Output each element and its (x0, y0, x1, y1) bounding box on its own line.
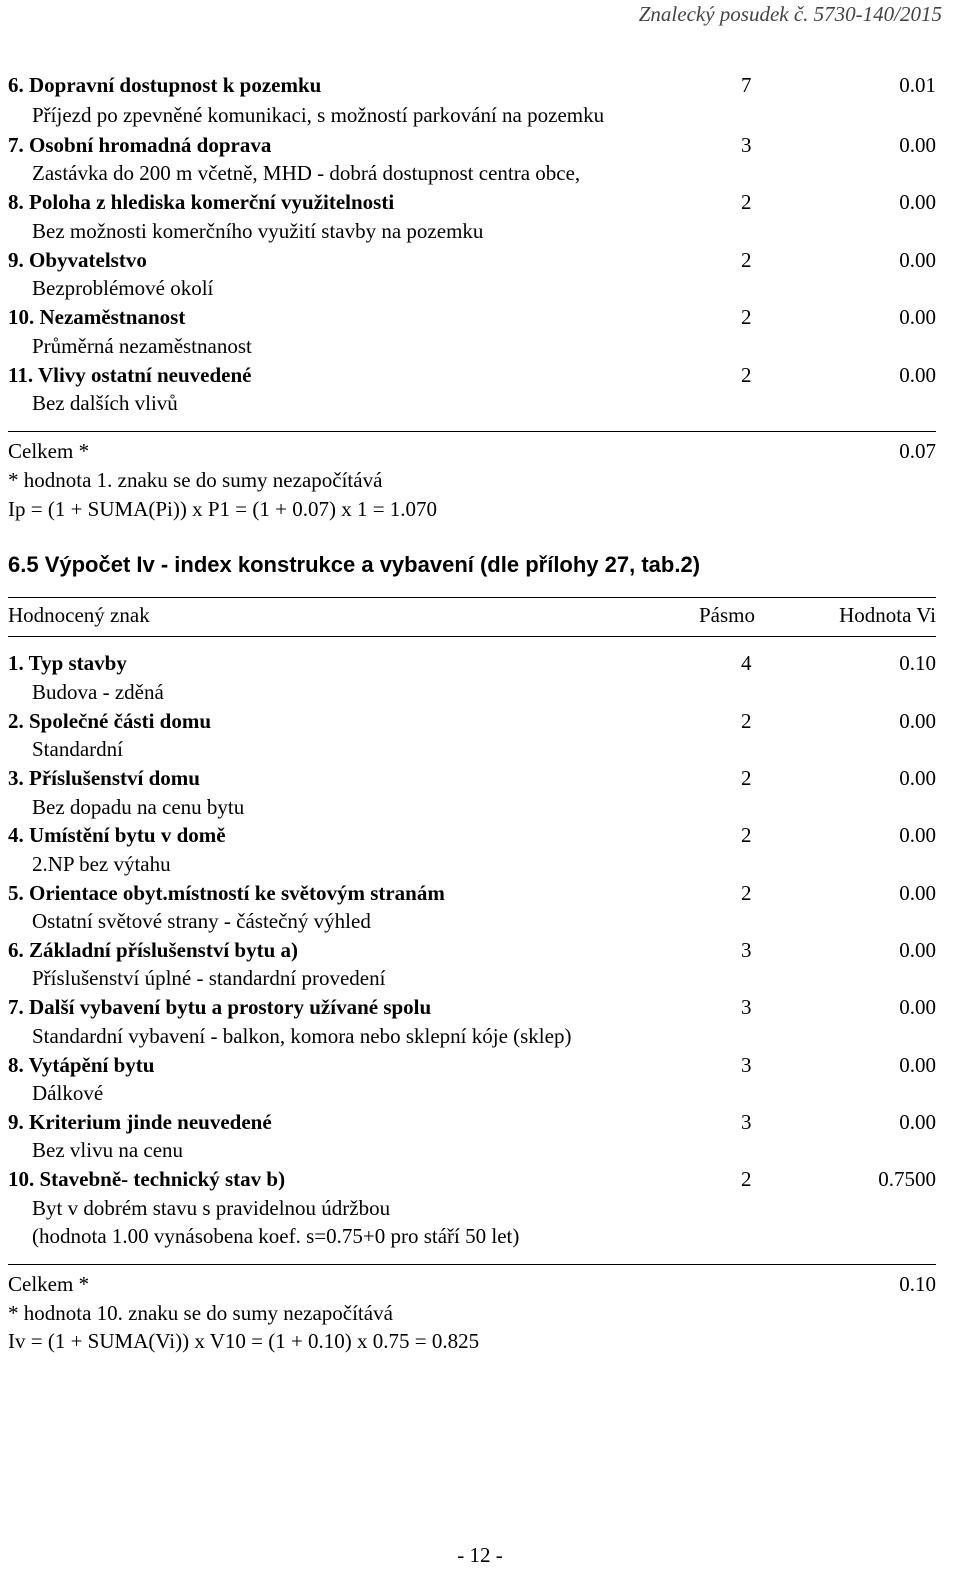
item-pasmo: 3 (741, 1053, 752, 1077)
item-title: 2. Společné části domu (8, 709, 212, 733)
item-pasmo: 3 (741, 133, 752, 157)
item-row (8, 70, 936, 100)
item-title: 5. Orientace obyt.místností ke světovým stranám (8, 881, 445, 905)
item-desc-row (8, 1078, 936, 1108)
item-desc-row (8, 100, 936, 130)
item-desc-row (8, 331, 936, 361)
item-desc: Příslušenství úplné - standardní provedení (32, 966, 386, 990)
item-desc: Bez možnosti komerčního využití stavby na pozemku (32, 219, 484, 243)
item-pasmo: 2 (741, 823, 752, 847)
item-title: 7. Další vybavení bytu a prostory užívané spolu (8, 995, 432, 1019)
item-row (8, 1164, 936, 1194)
total-label: Celkem * (8, 439, 90, 463)
item-value: 0.00 (899, 1053, 936, 1077)
table-header-bottom-rule (8, 636, 936, 637)
item-pasmo: 2 (741, 305, 752, 329)
item-value: 0.00 (899, 305, 936, 329)
item-desc: Průměrná nezaměstnanost (32, 334, 252, 358)
item-value: 0.00 (899, 881, 936, 905)
item-desc-row (8, 158, 936, 188)
item-desc: Bez dalších vlivů (32, 391, 178, 415)
item-title: 8. Vytápění bytu (8, 1053, 155, 1077)
total-row (8, 436, 936, 466)
total-value: 0.10 (899, 1272, 936, 1296)
item-desc-row (8, 1021, 936, 1051)
item-row (8, 1107, 936, 1137)
item-desc-row (8, 677, 936, 707)
item-value: 0.00 (899, 248, 936, 272)
item-desc-row (8, 273, 936, 303)
item-pasmo: 3 (741, 938, 752, 962)
formula-text: Iv = (1 + SUMA(Vi)) x V10 = (1 + 0.10) x 0.75 = 0.825 (8, 1329, 480, 1353)
item-desc: Bez vlivu na cenu (32, 1138, 184, 1162)
item-extra-desc: (hodnota 1.00 vynásobena koef. s=0.75+0 pro stáří 50 let) (32, 1224, 520, 1248)
item-value: 0.00 (899, 995, 936, 1019)
column-header-pasmo: Pásmo (699, 603, 756, 627)
formula-row (8, 1326, 936, 1356)
item-desc-row (8, 792, 936, 822)
item-desc: 2.NP bez výtahu (32, 852, 171, 876)
item-value: 0.01 (899, 73, 936, 97)
item-desc: Standardní (32, 737, 123, 761)
item-title: 10. Stavebně- technický stav b) (8, 1167, 286, 1191)
item-desc: Příjezd po zpevněné komunikaci, s možností parkování na pozemku (32, 103, 605, 127)
item-desc: Dálkové (32, 1081, 104, 1105)
item-title: 1. Typ stavby (8, 651, 127, 675)
item-desc-row (8, 216, 936, 246)
item-value: 0.7500 (878, 1167, 936, 1191)
item-pasmo: 3 (741, 1110, 752, 1134)
item-desc-row (8, 849, 936, 879)
item-pasmo: 2 (741, 766, 752, 790)
formula-row (8, 494, 936, 524)
item-pasmo: 7 (741, 73, 752, 97)
item-desc-row (8, 1135, 936, 1165)
item-desc-row (8, 388, 936, 418)
item-value: 0.00 (899, 709, 936, 733)
table-header-top-rule (8, 597, 936, 598)
item-desc: Ostatní světové strany - částečný výhled (32, 909, 371, 933)
item-desc-row (8, 1221, 936, 1251)
item-desc: Zastávka do 200 m včetně, MHD - dobrá dostupnost centra obce, (32, 161, 581, 185)
total-value: 0.07 (899, 439, 936, 463)
item-title: 10. Nezaměstnanost (8, 305, 186, 329)
item-title: 9. Obyvatelstvo (8, 248, 147, 272)
item-row (8, 820, 936, 850)
item-row (8, 992, 936, 1022)
item-title: 8. Poloha z hlediska komerční využitelnosti (8, 190, 395, 214)
item-pasmo: 2 (741, 363, 752, 387)
column-header-hodnota: Hodnota Vi (839, 603, 936, 627)
item-row (8, 245, 936, 275)
item-pasmo: 2 (741, 1167, 752, 1191)
item-value: 0.00 (899, 133, 936, 157)
note-text: * hodnota 1. znaku se do sumy nezapočítává (8, 468, 383, 492)
note-row (8, 1298, 936, 1328)
item-value: 0.00 (899, 823, 936, 847)
item-pasmo: 2 (741, 709, 752, 733)
item-title: 6. Základní příslušenství bytu a) (8, 938, 299, 962)
item-title: 4. Umístění bytu v domě (8, 823, 226, 847)
document-header: Znalecký posudek č. 5730-140/2015 (638, 2, 942, 26)
item-value: 0.00 (899, 190, 936, 214)
item-row (8, 878, 936, 908)
item-row (8, 763, 936, 793)
item-row (8, 360, 936, 390)
item-title: 3. Příslušenství domu (8, 766, 200, 790)
item-desc-row (8, 906, 936, 936)
note-row (8, 465, 936, 495)
item-row (8, 706, 936, 736)
item-desc-row (8, 963, 936, 993)
total-row (8, 1269, 936, 1299)
item-pasmo: 2 (741, 248, 752, 272)
item-row (8, 187, 936, 217)
item-pasmo: 3 (741, 995, 752, 1019)
item-value: 0.00 (899, 938, 936, 962)
item-value: 0.10 (899, 651, 936, 675)
column-header-znak: Hodnocený znak (8, 603, 150, 627)
item-pasmo: 2 (741, 881, 752, 905)
item-desc: Bez dopadu na cenu bytu (32, 795, 245, 819)
item-desc: Bezproblémové okolí (32, 276, 214, 300)
item-desc: Budova - zděná (32, 680, 164, 704)
item-desc-row (8, 734, 936, 764)
item-pasmo: 4 (741, 651, 752, 675)
item-row (8, 648, 936, 678)
item-value: 0.00 (899, 766, 936, 790)
item-pasmo: 2 (741, 190, 752, 214)
item-value: 0.00 (899, 363, 936, 387)
item-title: 7. Osobní hromadná doprava (8, 133, 272, 157)
item-desc: Byt v dobrém stavu s pravidelnou údržbou (32, 1196, 391, 1220)
total-label: Celkem * (8, 1272, 90, 1296)
item-desc-row (8, 1193, 936, 1223)
item-title: 6. Dopravní dostupnost k pozemku (8, 73, 322, 97)
item-row (8, 1050, 936, 1080)
item-title: 9. Kriterium jinde neuvedené (8, 1110, 272, 1134)
item-title: 11. Vlivy ostatní neuvedené (8, 363, 252, 387)
total-divider (8, 1264, 936, 1265)
total-divider (8, 431, 936, 432)
item-row (8, 302, 936, 332)
section-heading: 6.5 Výpočet Iv - index konstrukce a vybavení (dle přílohy 27, tab.2) (8, 552, 701, 577)
item-row (8, 130, 936, 160)
formula-text: Ip = (1 + SUMA(Pi)) x P1 = (1 + 0.07) x 1 = 1.070 (8, 497, 438, 521)
note-text: * hodnota 10. znaku se do sumy nezapočítává (8, 1301, 393, 1325)
item-row (8, 935, 936, 965)
item-value: 0.00 (899, 1110, 936, 1134)
page-number: - 12 - (457, 1543, 503, 1567)
item-desc: Standardní vybavení - balkon, komora nebo sklepní kóje (sklep) (32, 1024, 572, 1048)
